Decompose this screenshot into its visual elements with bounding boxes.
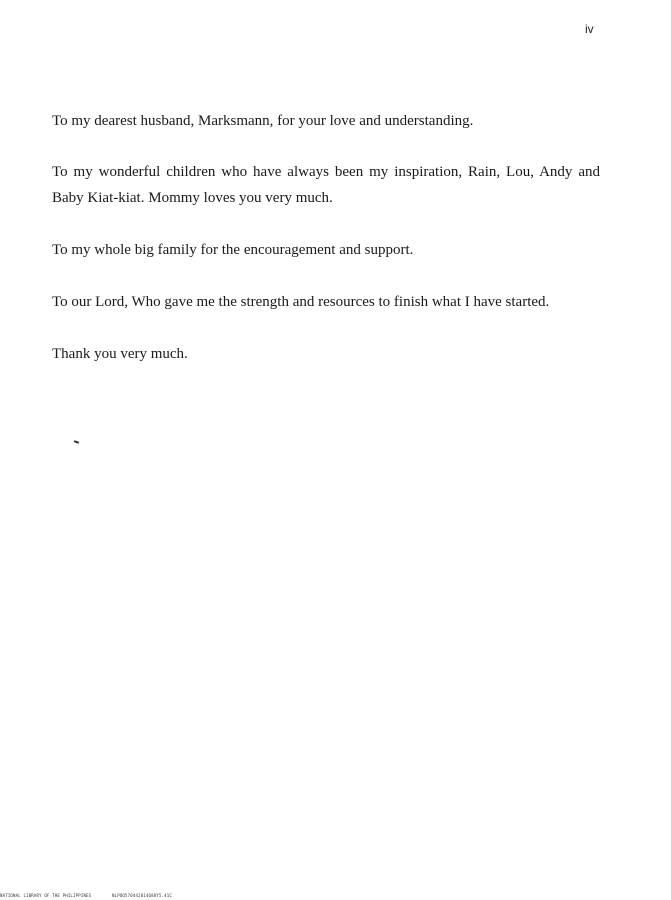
closing-thanks: Thank you very much. bbox=[52, 346, 188, 362]
dedication-husband: To my dearest husband, Marksmann, for your love and understanding. bbox=[52, 113, 474, 129]
footer-library-stamp: NATIONAL LIBRARY OF THE PHILIPPINES bbox=[0, 893, 92, 898]
dedication-children: To my wonderful children who have always been my inspiration, Rain, Lou, Andy and Baby Kiat-kiat. Mommy loves you very much. bbox=[52, 164, 600, 206]
page-number: iv bbox=[585, 22, 594, 36]
scan-speck bbox=[74, 440, 79, 444]
dedication-lord: To our Lord, Who gave me the strength and resources to finish what I have started. bbox=[52, 294, 550, 310]
dedication-family: To my whole big family for the encouragement and support. bbox=[52, 242, 414, 258]
footer-document-code: NLPOO570442014688Y5.41C bbox=[112, 893, 172, 898]
